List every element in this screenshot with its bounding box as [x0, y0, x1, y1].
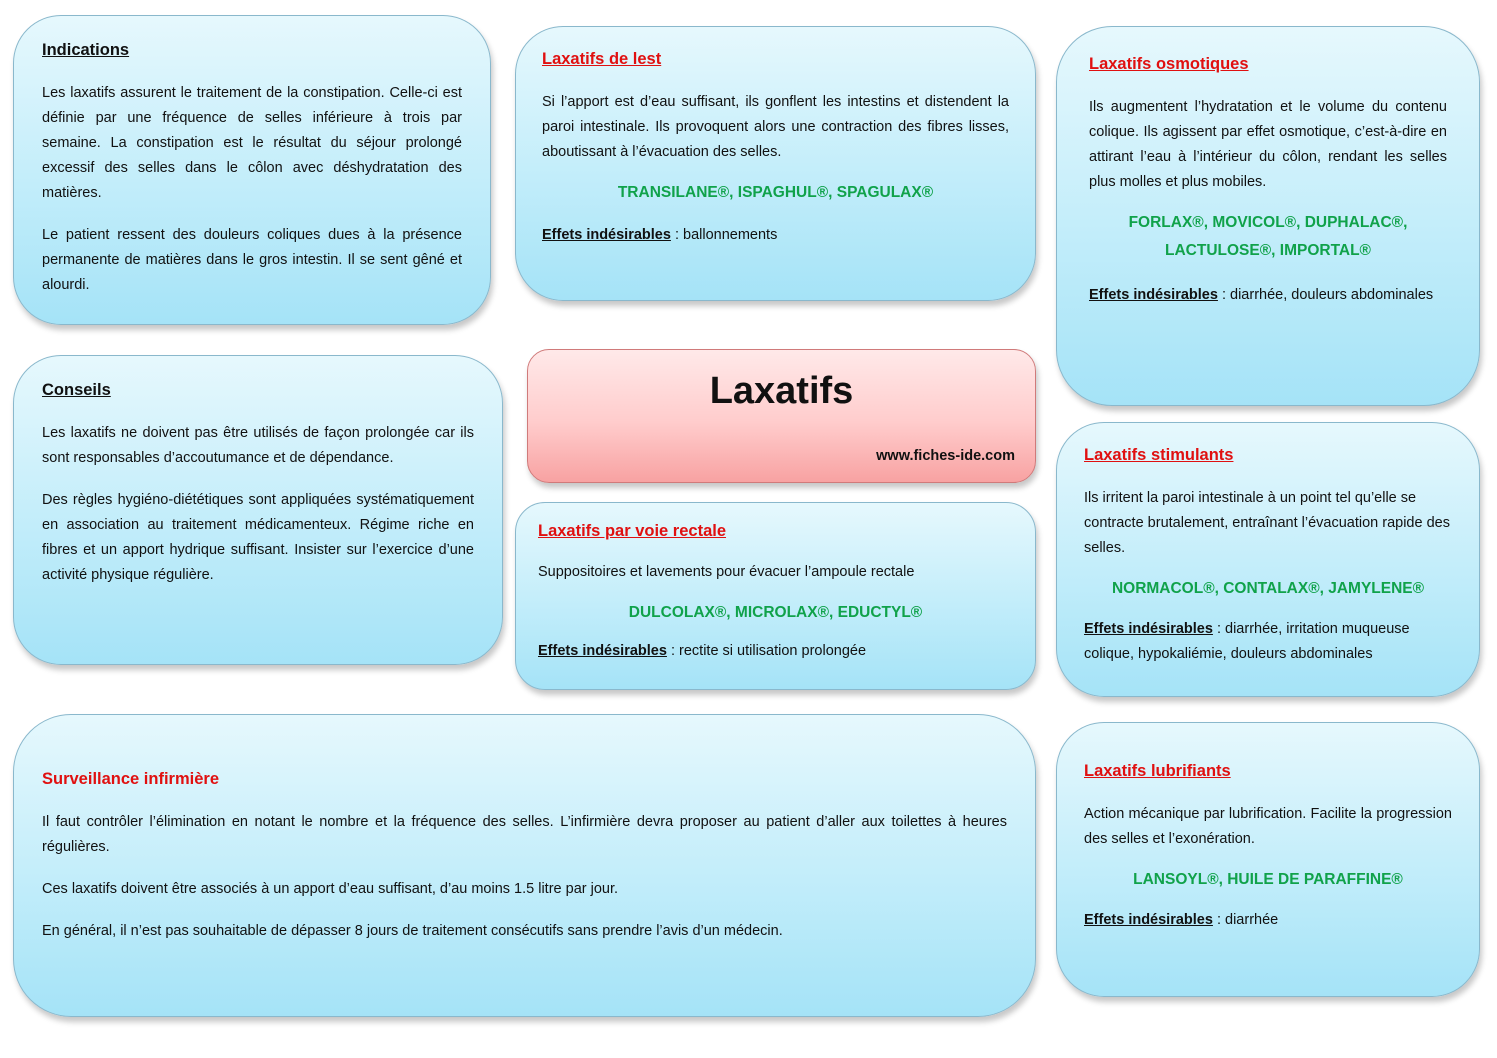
- lest-side-effects: [542, 223, 1009, 248]
- conseils-paragraph-2: Des règles hygiéno-diététiques sont appliquées systématiquement en association au traitement médicamenteux. Régime riche en fibres et un apport hydrique suffisant. Insister sur l’exercice d’une activité physique régulière.: [42, 492, 474, 583]
- stimulants-title: Laxatifs stimulants: [1084, 446, 1234, 464]
- osmotiques-drugs-line-1: FORLAX®, MOVICOL®, DUPHALAC®,: [1128, 214, 1408, 231]
- osmotiques-side-effects: [1089, 283, 1447, 308]
- side-effects-label: Effets indésirables: [538, 643, 667, 659]
- conseils-paragraph-1: Les laxatifs ne doivent pas être utilisés de façon prolongée car ils sont responsables d’accoutumance et de dépendance.: [42, 425, 474, 466]
- side-effects-label: Effets indésirables: [542, 227, 671, 243]
- surveillance-paragraph-3: En général, il n’est pas souhaitable de dépasser 8 jours de traitement consécutifs sans prendre l’avis d’un médecin.: [42, 923, 783, 939]
- indications-title: Indications: [42, 41, 130, 59]
- lubrifiants-card: [1056, 722, 1480, 997]
- rectale-title: Laxatifs par voie rectale: [538, 522, 727, 540]
- rectale-drugs: DULCOLAX®, MICROLAX®, EDUCTYL®: [628, 604, 923, 621]
- rectale-side-effects: [538, 639, 1013, 664]
- title-card: [527, 349, 1036, 483]
- lubrifiants-paragraph: Action mécanique par lubrification. Facilite la progression des selles et l’exonération.: [1084, 806, 1452, 847]
- stimulants-side-effects: [1084, 617, 1452, 667]
- rectale-side-effects-text: : rectite si utilisation prolongée: [666, 643, 867, 659]
- surveillance-title: Surveillance infirmière: [42, 770, 219, 788]
- lest-side-effects-text: : ballonnements: [670, 227, 778, 243]
- stimulants-side-effects-text: : diarrhée, irritation muqueuse colique, hypokaliémie, douleurs abdominales: [1084, 621, 1410, 662]
- lest-card: [515, 26, 1036, 301]
- surveillance-paragraph-2: Ces laxatifs doivent être associés à un apport d’eau suffisant, d’au moins 1.5 litre par jour.: [42, 881, 619, 897]
- lubrifiants-side-effects-text: : diarrhée: [1212, 912, 1279, 928]
- osmotiques-card: [1056, 26, 1480, 406]
- lubrifiants-drugs: LANSOYL®, HUILE DE PARAFFINE®: [1133, 871, 1403, 888]
- stimulants-drugs: NORMACOL®, CONTALAX®, JAMYLENE®: [1111, 580, 1425, 597]
- osmotiques-drugs: [1089, 209, 1447, 265]
- lubrifiants-title: Laxatifs lubrifiants: [1084, 762, 1231, 780]
- stimulants-paragraph: Ils irritent la paroi intestinale à un point tel qu’elle se contracte brutalement, entraînant l’évacuation rapide des selles.: [1084, 490, 1450, 556]
- lest-paragraph: Si l’apport est d’eau suffisant, ils gonflent les intestins et distendent la paroi intestinale. Ils provoquent alors une contraction des fibres lisses, aboutissant à l’évacuation des selles.: [542, 94, 1009, 160]
- conseils-card: [13, 355, 503, 665]
- rectale-paragraph: Suppositoires et lavements pour évacuer l’ampoule rectale: [538, 564, 915, 580]
- indications-paragraph-1: Les laxatifs assurent le traitement de la constipation. Celle-ci est définie par une fréquence de selles inférieure à trois par semaine. La constipation est le résultat du séjour prolongé excessif des selles dans le côlon avec déshydratation des matières.: [42, 85, 462, 201]
- surveillance-paragraph-1: Il faut contrôler l’élimination en notant le nombre et la fréquence des selles. L’infirmière devra proposer au patient d’aller aux toilettes à heures régulières.: [42, 814, 1007, 855]
- website-link[interactable]: www.fiches-ide.com: [876, 448, 1015, 464]
- indications-card: [13, 15, 491, 325]
- conseils-title: Conseils: [42, 381, 111, 399]
- rectale-card: [515, 502, 1036, 690]
- side-effects-label: Effets indésirables: [1084, 621, 1213, 637]
- indications-paragraph-2: Le patient ressent des douleurs coliques dues à la présence permanente de matières dans le gros intestin. Il se sent gêné et alourdi.: [42, 227, 462, 293]
- stimulants-card: [1056, 422, 1480, 697]
- side-effects-label: Effets indésirables: [1089, 287, 1218, 303]
- osmotiques-drugs-line-2: LACTULOSE®, IMPORTAL®: [1165, 242, 1371, 259]
- lubrifiants-side-effects: [1084, 908, 1452, 933]
- page-title: Laxatifs: [709, 370, 854, 412]
- osmotiques-side-effects-text: : diarrhée, douleurs abdominales: [1217, 287, 1434, 303]
- osmotiques-title: Laxatifs osmotiques: [1089, 55, 1249, 73]
- osmotiques-paragraph: Ils augmentent l’hydratation et le volume du contenu colique. Ils agissent par effet osmotique, c’est-à-dire en attirant l’eau à l’intérieur du côlon, rendant les selles plus molles et plus mobiles.: [1089, 99, 1447, 190]
- surveillance-card: [13, 714, 1036, 1017]
- side-effects-label: Effets indésirables: [1084, 912, 1213, 928]
- lest-title: Laxatifs de lest: [542, 50, 662, 68]
- lest-drugs: TRANSILANE®, ISPAGHUL®, SPAGULAX®: [617, 184, 934, 201]
